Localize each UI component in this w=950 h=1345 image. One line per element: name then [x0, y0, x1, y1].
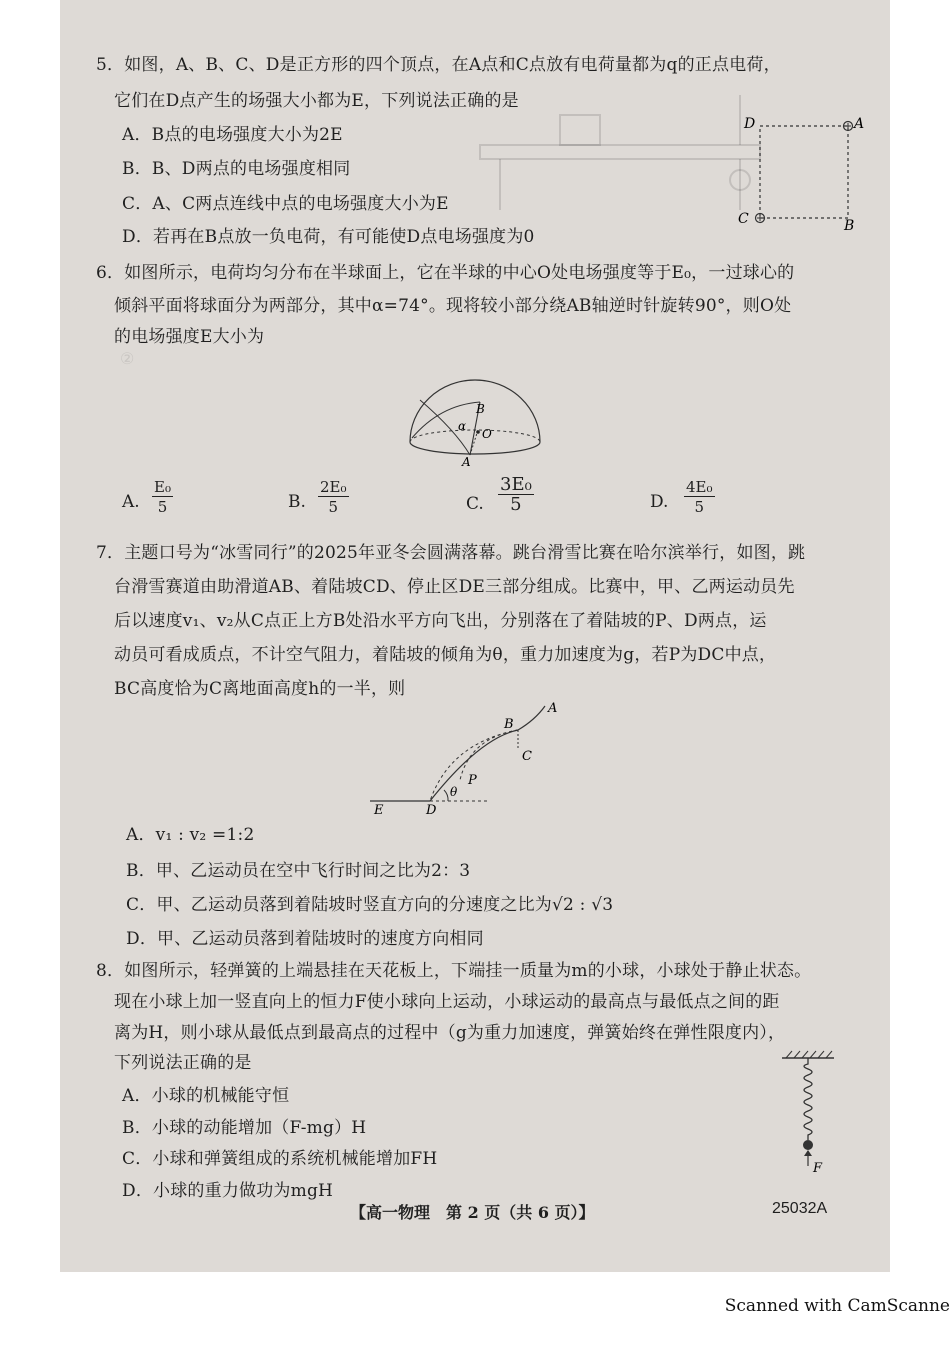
q6-stem-line3: 的电场强度E大小为 — [114, 327, 265, 347]
q7-option-a: A．v₁ : v₂ =1:2 — [126, 825, 255, 845]
q8-option-d: D．小球的重力做功为mgH — [122, 1181, 334, 1201]
q6-stem-line1: 6．如图所示，电荷均匀分布在半球面上，它在半球的中心O处电场强度等于E₀，一过球心的 — [96, 263, 795, 283]
q6-option-c-denominator: 5 — [510, 494, 522, 515]
q7-label-b: B — [504, 717, 514, 732]
q8-stem-line4: 下列说法正确的是 — [114, 1053, 252, 1073]
ball — [803, 1140, 813, 1150]
q5-stem-line2: 它们在D点产生的场强大小都为E，下列说法正确的是 — [114, 91, 519, 111]
q6-hemisphere-figure — [400, 380, 550, 470]
q7-stem-line3: 后以速度v₁、v₂从C点正上方B处沿水平方向飞出，分别落在了着陆坡的P、D两点，运 — [114, 611, 767, 631]
q6-option-d-label: D. — [650, 492, 669, 512]
q8-option-b: B．小球的动能增加（F-mg）H — [122, 1118, 367, 1138]
q5-square-figure — [730, 108, 865, 234]
q6-option-a-fraction — [152, 478, 173, 517]
q6-label-o: O — [482, 427, 492, 441]
q6-option-a-label: A. — [122, 492, 140, 512]
q5-stem-line1: 5．如图，A、B、C、D是正方形的四个顶点，在A点和C点放有电荷量都为q的正点电荷， — [96, 55, 781, 75]
q6-option-b-fraction — [318, 478, 349, 517]
q5-option-b: B．B、D两点的电场强度相同 — [122, 159, 351, 179]
q6-option-c-numerator: 3E₀ — [500, 474, 532, 495]
q8-option-c: C．小球和弹簧组成的系统机械能增加FH — [122, 1149, 438, 1169]
q8-option-a: A．小球的机械能守恒 — [122, 1086, 290, 1106]
bleed-through-text: ② — [120, 349, 487, 368]
q5-option-d: D．若再在B点放一负电荷，有可能使D点电场强度为0 — [122, 227, 535, 247]
page-footer: 【高一物理 第 2 页（共 6 页）】 — [350, 1203, 595, 1222]
q7-label-p: P — [468, 773, 477, 788]
q7-stem-line2: 台滑雪赛道由助滑道AB、着陆坡CD、停止区DE三部分组成。比赛中，甲、乙两运动员先 — [114, 577, 795, 597]
q6-label-b: B — [476, 402, 485, 416]
q6-label-alpha: α — [458, 419, 467, 433]
q5-label-b: B — [844, 218, 855, 234]
q7-option-d: D．甲、乙运动员落到着陆坡时的速度方向相同 — [126, 929, 484, 949]
exam-code: 25032A — [772, 1200, 828, 1217]
scanned-exam-page — [60, 0, 890, 1272]
q6-option-d-numerator: 4E₀ — [686, 478, 713, 496]
q5-label-c: C — [738, 211, 749, 227]
spring-coil — [804, 1058, 812, 1140]
q6-stem-line2: 倾斜平面将球面分为两部分，其中α=74°。现将较小部分绕AB轴逆时针旋转90°，则O处 — [114, 296, 792, 316]
q6-option-c-label: C. — [466, 494, 484, 514]
q5-label-a: A — [854, 116, 865, 132]
q8-stem-line1: 8．如图所示，轻弹簧的上端悬挂在天花板上，下端挂一质量为m的小球，小球处于静止状态。 — [96, 961, 812, 981]
q6-option-b-denominator: 5 — [328, 498, 339, 516]
q6-option-c-fraction — [498, 476, 534, 515]
q7-stem-line4: 动员可看成质点，不计空气阻力，着陆坡的倾角为θ，重力加速度为g，若P为DC中点， — [114, 645, 777, 665]
q6-option-b-numerator: 2E₀ — [320, 478, 347, 496]
q8-label-f: F — [813, 1161, 823, 1176]
q7-stem-line1: 7．主题口号为“冰雪同行”的2025年亚冬会圆满落幕。跳台滑雪比赛在哈尔滨举行，如图，跳 — [96, 543, 806, 563]
scanner-watermark: Scanned with CamScanne — [724, 1296, 950, 1316]
q7-label-d: D — [426, 803, 437, 818]
q7-label-e: E — [374, 803, 384, 818]
q6-label-a: A — [462, 455, 471, 469]
q8-spring-figure — [778, 1048, 838, 1188]
q7-label-c: C — [522, 749, 532, 764]
q5-option-a: A．B点的电场强度大小为2E — [122, 125, 343, 145]
q6-option-b-label: B. — [288, 492, 306, 512]
q7-option-c: C．甲、乙运动员落到着陆坡时竖直方向的分速度之比为√2 : √3 — [126, 895, 614, 915]
q7-label-theta: θ — [450, 785, 458, 799]
q5-option-c: C．A、C两点连线中点的电场强度大小为E — [122, 194, 449, 214]
q5-label-d: D — [744, 116, 756, 132]
q6-option-a-numerator: E₀ — [154, 478, 171, 496]
q6-option-d-fraction — [684, 478, 715, 517]
q8-stem-line3: 离为H，则小球从最低点到最高点的过程中（g为重力加速度，弹簧始终在弹性限度内）， — [114, 1023, 786, 1043]
q7-label-a: A — [548, 701, 558, 716]
q7-option-b: B．甲、乙运动员在空中飞行时间之比为2：3 — [126, 861, 471, 881]
q7-stem-line5: BC高度恰为C离地面高度h的一半，则 — [114, 679, 406, 699]
q6-option-a-denominator: 5 — [157, 498, 168, 516]
q7-ski-jump-figure — [360, 698, 580, 816]
q6-option-d-denominator: 5 — [694, 498, 705, 516]
q8-stem-line2: 现在小球上加一竖直向上的恒力F使小球向上运动，小球运动的最高点与最低点之间的距 — [114, 992, 780, 1012]
